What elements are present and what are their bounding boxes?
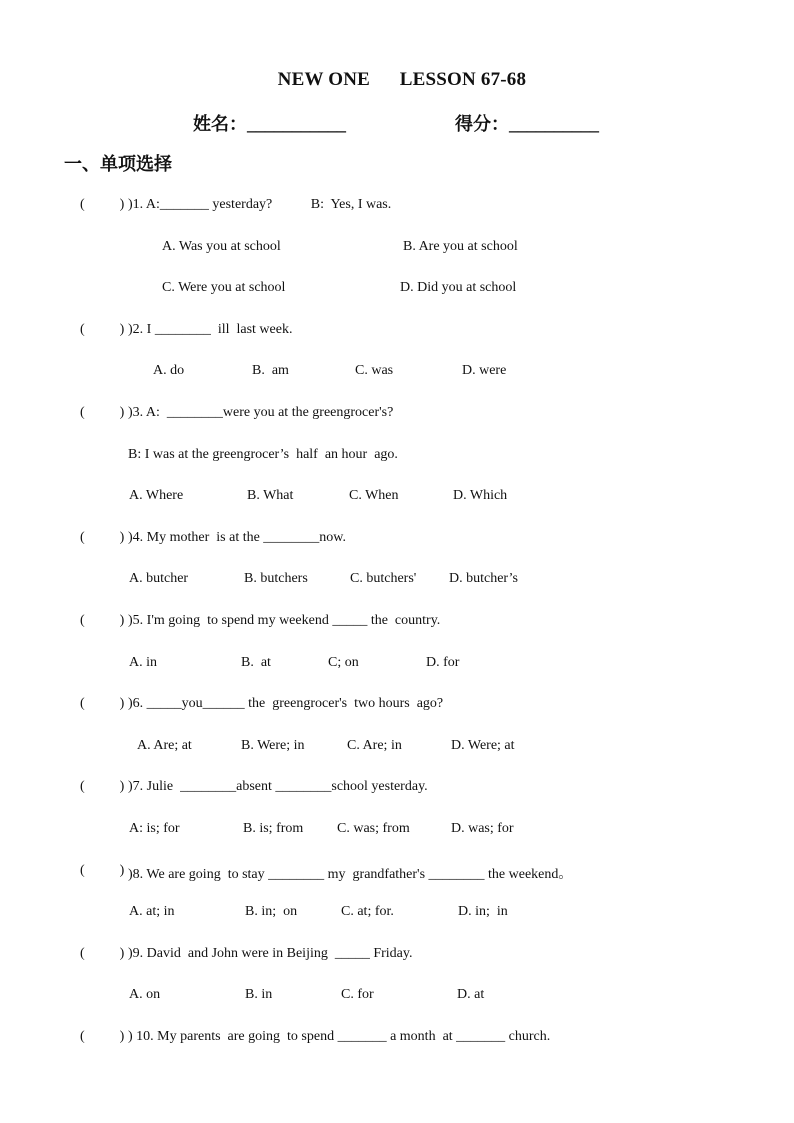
- option: B. at: [241, 655, 271, 670]
- option: D. butcher’s: [449, 571, 518, 586]
- question-text: )7. Julie ________absent ________school yesterday.: [128, 779, 428, 794]
- question-text: )6. _____you______ the greengrocer's two hours ago?: [128, 696, 444, 711]
- option: A. on: [129, 987, 161, 1002]
- answer-blank: ( ): [80, 322, 125, 337]
- option: A. Are; at: [137, 738, 192, 753]
- answer-blank: ( ): [80, 946, 125, 961]
- page-title: [0, 47, 794, 91]
- option: A. Where: [129, 488, 184, 503]
- answer-blank: ( ): [80, 1029, 125, 1044]
- option: A. in: [129, 655, 157, 670]
- answer-blank: ( ): [80, 696, 125, 711]
- question-text: )2. I ________ ill last week.: [128, 322, 293, 337]
- option: B. Were; in: [241, 738, 305, 753]
- option: A. butcher: [129, 571, 189, 586]
- option: B. am: [252, 363, 289, 378]
- answer-blank: ( ): [80, 530, 125, 545]
- title-lesson: LESSON 67-68: [399, 69, 527, 90]
- question-text: )5. I'm going to spend my weekend _____ the country.: [128, 613, 441, 628]
- answer-blank: ( ): [80, 197, 125, 212]
- option: B. Are you at school: [403, 239, 518, 254]
- option: A: is; for: [129, 821, 180, 836]
- option: D. at: [457, 987, 485, 1002]
- title-book: NEW ONE: [277, 69, 371, 90]
- option: B. What: [247, 488, 294, 503]
- answer-blank: ( ): [80, 613, 125, 628]
- option: A. Was you at school: [162, 239, 281, 254]
- question-text: )9. David and John were in Beijing _____ Friday.: [128, 946, 413, 961]
- option: B. is; from: [243, 821, 304, 836]
- option: C. was: [355, 363, 394, 378]
- option: A. at; in: [129, 904, 175, 919]
- option: D. Which: [453, 488, 508, 503]
- name-field: 姓名：___________: [193, 114, 346, 134]
- option: C. at; for.: [341, 904, 394, 919]
- option: C. for: [341, 987, 374, 1002]
- question-text: B: I was at the greengrocer’s half an hour ago.: [128, 447, 398, 462]
- option: D. was; for: [451, 821, 514, 836]
- question-text: )8. We are going to stay ________ my grandfather's ________ the weekend。: [128, 867, 573, 882]
- option: C. When: [349, 488, 399, 503]
- option: D. Did you at school: [400, 280, 517, 295]
- question-text: ) 10. My parents are going to spend _______ a month at _______ church.: [128, 1029, 551, 1044]
- question-text: )1. A:_______ yesterday? B: Yes, I was.: [128, 197, 392, 212]
- option: B. in; on: [245, 904, 298, 919]
- answer-blank: ( ): [80, 863, 125, 878]
- option: C. butchers': [350, 571, 417, 586]
- option: A. do: [153, 363, 185, 378]
- option: C. was; from: [337, 821, 410, 836]
- answer-blank: ( ): [80, 779, 125, 794]
- option: D. Were; at: [451, 738, 515, 753]
- option: B. butchers: [244, 571, 308, 586]
- option: D. in; in: [458, 904, 508, 919]
- option: D. were: [462, 363, 507, 378]
- option: D. for: [426, 655, 460, 670]
- option: C. Are; in: [347, 738, 402, 753]
- section-title: 一、单项选择: [64, 154, 172, 174]
- option: B. in: [245, 987, 273, 1002]
- option: C. Were you at school: [162, 280, 286, 295]
- question-text: )4. My mother is at the ________now.: [128, 530, 347, 545]
- question-text: )3. A: ________were you at the greengrocer's?: [128, 405, 394, 420]
- option: C; on: [328, 655, 359, 670]
- score-field: 得分：__________: [455, 114, 599, 134]
- answer-blank: ( ): [80, 405, 125, 420]
